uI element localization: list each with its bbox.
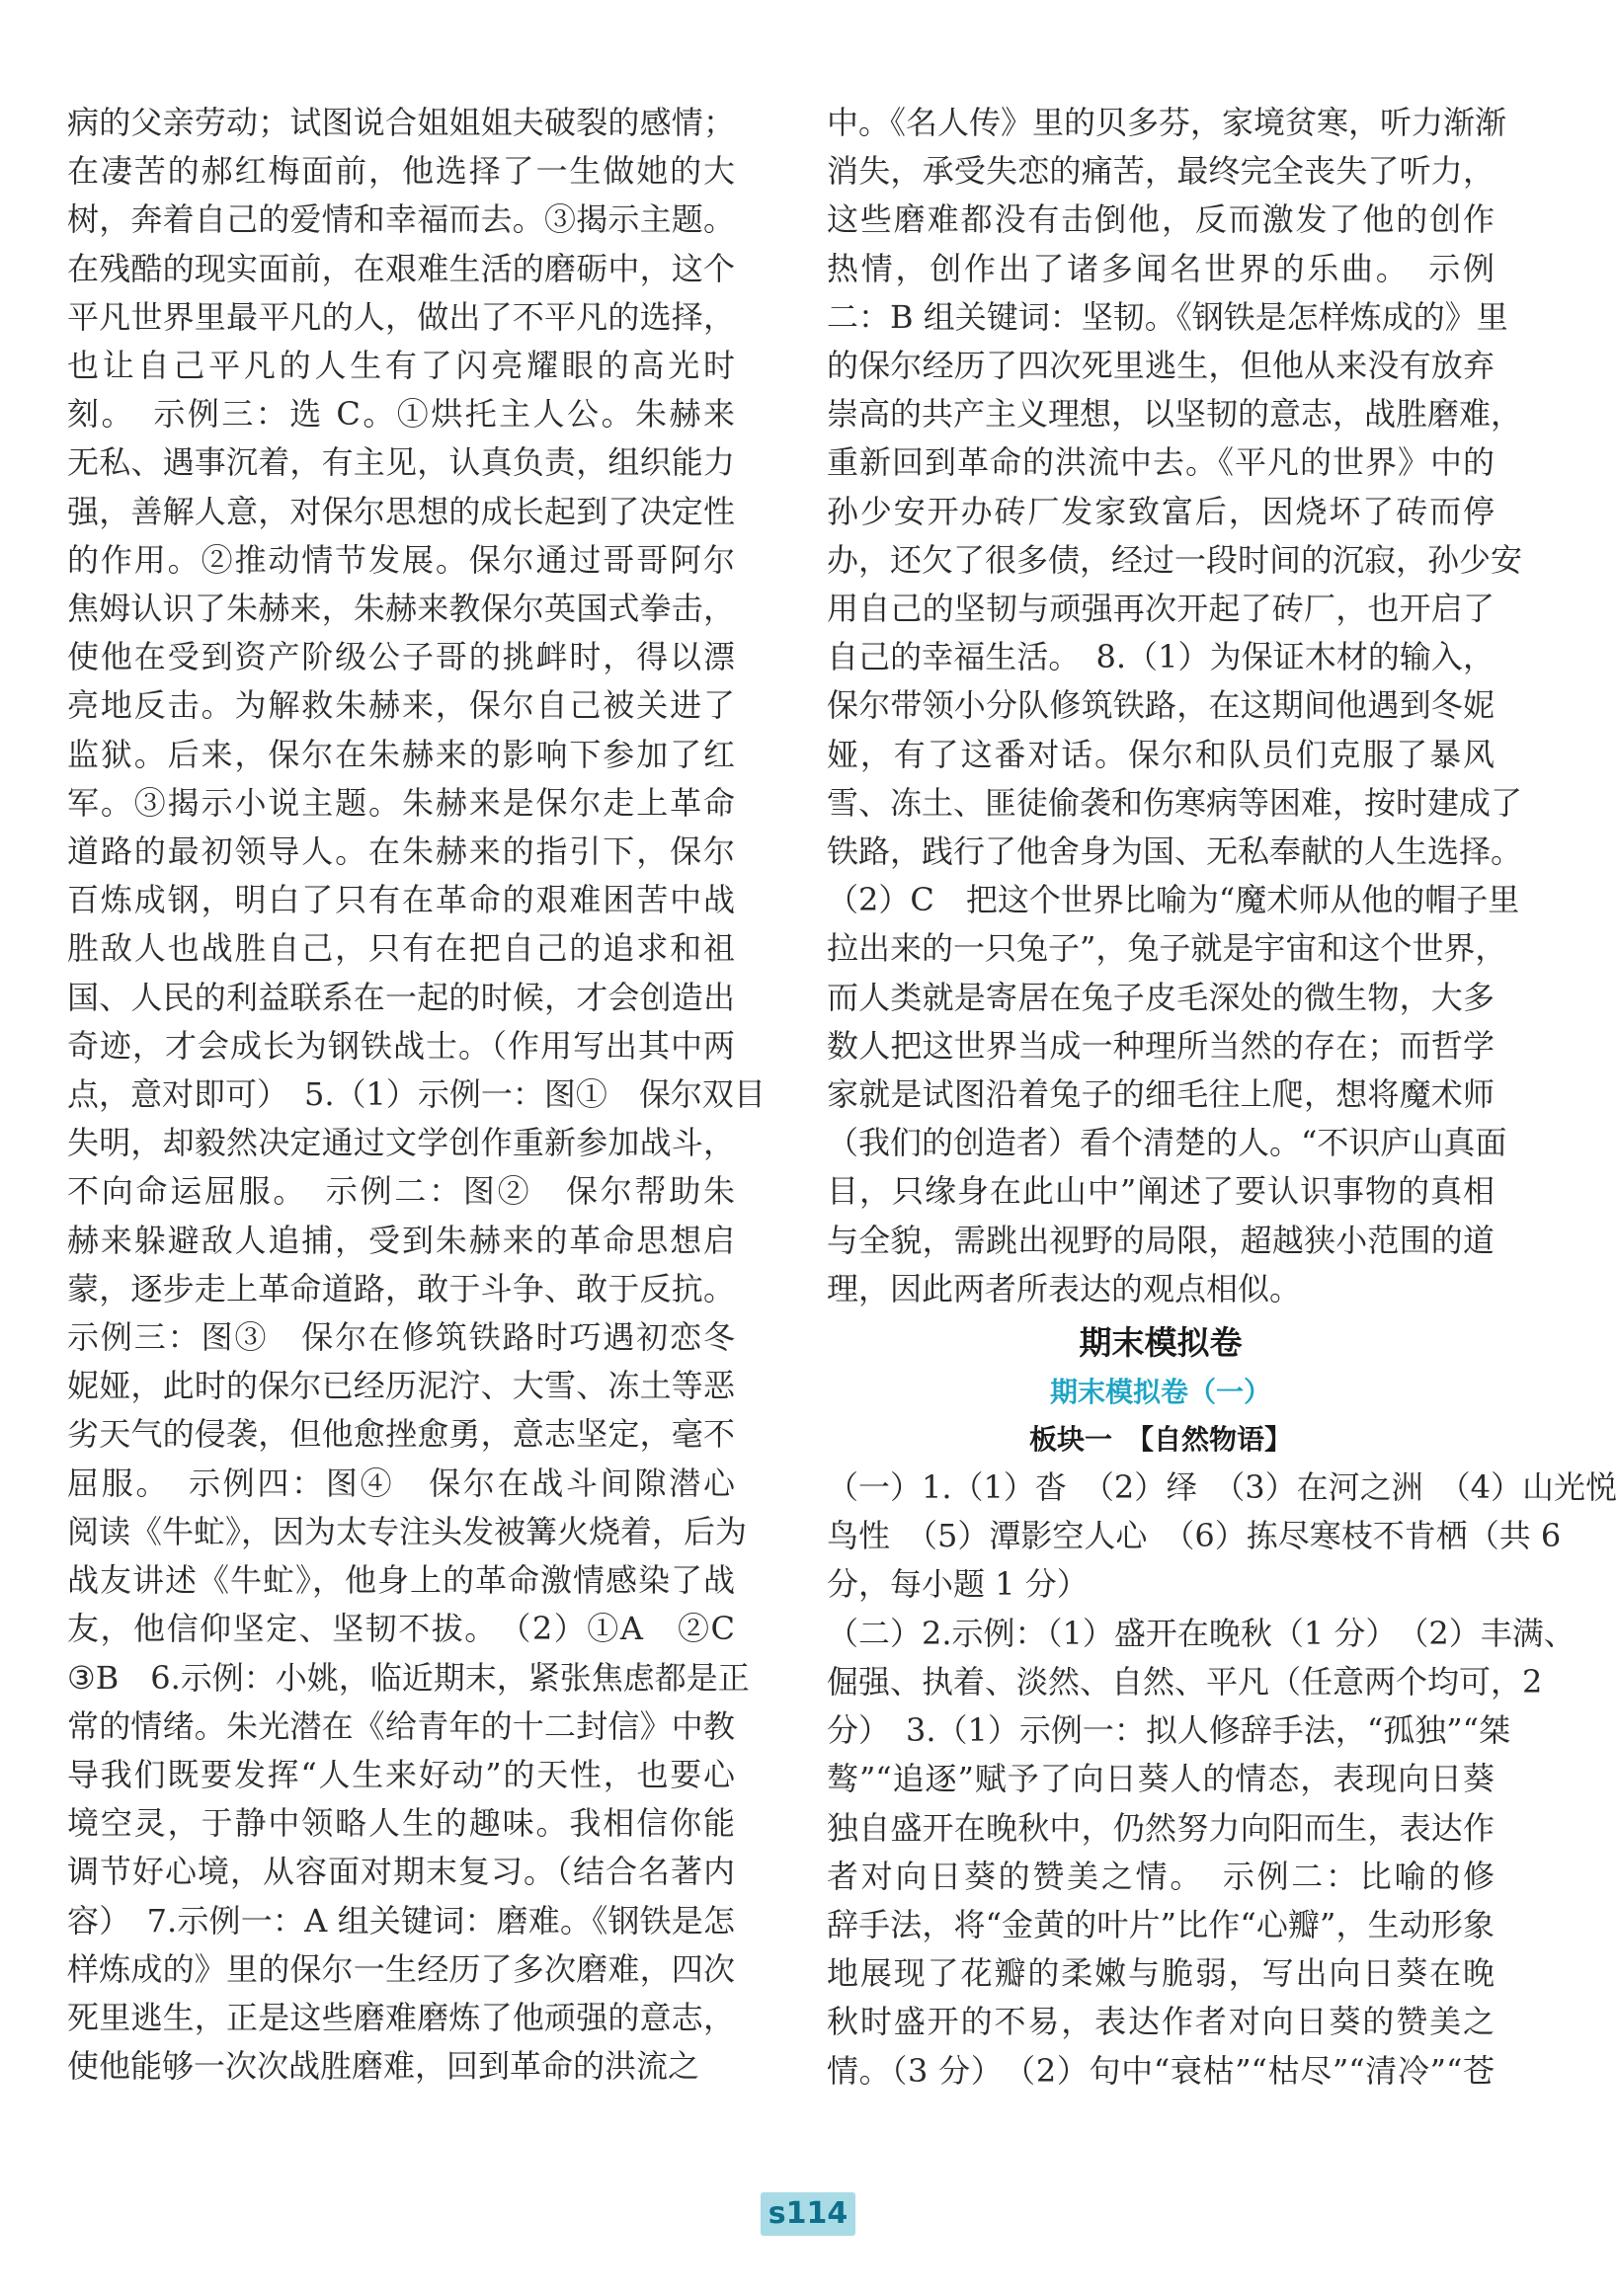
heading-section: 板块一 【自然物语】 <box>1028 1423 1292 1457</box>
text-line: 理，因此两者所表达的观点相似。 <box>827 1269 1302 1307</box>
text-line: 消失，承受失恋的痛苦，最终完全丧失了听力， <box>827 152 1495 191</box>
text-line: 雪、冻土、匪徒偷袭和伤寒病等困难，按时建成了 <box>827 783 1523 822</box>
text-line: 也让自己平凡的人生有了闪亮耀眼的高光时 <box>67 347 735 385</box>
text-line: 病的父亲劳动；试图说合姐姐姐夫破裂的感情； <box>67 104 735 141</box>
text-line: 骜”“追逐”赋予了向日葵人的情态，表现向日葵 <box>827 1760 1495 1798</box>
text-line: 目，只缘身在此山中”阐述了要认识事物的真相 <box>827 1172 1495 1211</box>
text-line: 崇高的共产主义理想，以坚韧的意志，战胜磨难， <box>827 395 1523 434</box>
text-line: 国、人民的利益联系在一起的时候，才会创造出 <box>67 978 735 1016</box>
text-line: 家就是试图沿着兔子的细毛往上爬，想将魔术师 <box>827 1075 1495 1114</box>
heading-sub: 期末模拟卷（一） <box>1049 1376 1271 1409</box>
text-line: 二：B 组关键词：坚韧。《钢铁是怎样炼成的》里 <box>827 297 1508 336</box>
text-line: 平凡世界里最平凡的人，做出了不平凡的选择， <box>67 297 735 336</box>
right-column <box>827 99 1617 2096</box>
text-line: 道路的最初领导人。在朱赫来的指引下，保尔 <box>67 832 735 871</box>
text-line: 孙少安开办砖厂发家致富后，因烧坏了砖而停 <box>827 492 1495 530</box>
text-line: 刻。 示例三：选 C。①烘托主人公。朱赫来 <box>67 395 735 434</box>
text-line: 自己的幸福生活。 8.（1）为保证木材的输入， <box>827 638 1495 676</box>
page-number: s114 <box>761 2192 855 2236</box>
text-line: 使他在受到资产阶级公子哥的挑衅时，得以漂 <box>67 638 735 676</box>
text-line: 容） 7.示例一：A 组关键词：磨难。《钢铁是怎 <box>67 1901 735 1940</box>
text-line: （2）C 把这个世界比喻为“魔术师从他的帽子里 <box>827 881 1520 919</box>
text-line: 的保尔经历了四次死里逃生，但他从来没有放弃 <box>827 347 1495 385</box>
text-line: 的作用。②推动情节发展。保尔通过哥哥阿尔 <box>67 540 735 579</box>
text-line: 胜敌人也战胜自己，只有在把自己的追求和祖 <box>67 929 735 968</box>
text-line: 调节好心境，从容面对期末复习。（结合名著内 <box>67 1853 735 1891</box>
text-line: 娅，有了这番对话。保尔和队员们克服了暴风 <box>827 735 1495 773</box>
text-line: 在凄苦的郝红梅面前，他选择了一生做她的大 <box>67 152 735 191</box>
text-line: 在残酷的现实面前，在艰难生活的磨砺中，这个 <box>67 249 735 287</box>
right-column-top-text <box>827 99 1523 1313</box>
text-line: 导我们既要发挥“人生来好动”的天性，也要心 <box>67 1755 735 1793</box>
text-line: 奇迹，才会成长为钢铁战士。（作用写出其中两 <box>67 1026 735 1065</box>
page-footer <box>0 2192 1616 2236</box>
text-line: 数人把这世界当成一种理所当然的存在；而哲学 <box>827 1026 1495 1065</box>
text-line: 而人类就是寄居在兔子皮毛深处的微生物，大多 <box>827 978 1495 1016</box>
text-line: 蒙，逐步走上革命道路，敢于斗争、敢于反抗。 <box>67 1269 735 1307</box>
text-line: 办，还欠了很多债，经过一段时间的沉寂，孙少安 <box>827 540 1523 579</box>
text-line: 强，善解人意，对保尔思想的成长起到了决定性 <box>67 492 735 530</box>
text-line: 中。《名人传》里的贝多芬，家境贫寒，听力渐渐 <box>827 104 1507 141</box>
text-line: 情。（3 分） （2）句中“衰枯”“枯尽”“清冷”“苍 <box>827 2051 1495 2090</box>
text-line: 战友讲述《牛虻》，他身上的革命激情感染了战 <box>67 1561 735 1600</box>
text-line: 军。③揭示小说主题。朱赫来是保尔走上革命 <box>67 783 735 822</box>
text-line: （二）2.示例：（1）盛开在晚秋（1 分） （2）丰满、 <box>827 1614 1576 1652</box>
text-line: ③B 6.示例：小姚，临近期末，紧张焦虑都是正 <box>67 1658 750 1697</box>
text-line: 鸟性 （5）潭影空人心 （6）拣尽寒枝不肯栖（共 6 <box>827 1517 1562 1555</box>
text-line: 友，他信仰坚定、坚韧不拔。 （2）①A ②C <box>67 1610 735 1648</box>
text-line: 拉出来的一只兔子”，兔子就是宇宙和这个世界， <box>827 929 1507 968</box>
text-line: 者对向日葵的赞美之情。 示例二：比喻的修 <box>827 1857 1495 1895</box>
text-line: 与全貌，需跳出视野的局限，超越狭小范围的道 <box>827 1221 1495 1259</box>
text-line: 这些磨难都没有击倒他，反而激发了他的创作 <box>827 200 1495 239</box>
text-line: 点，意对即可） 5.（1）示例一：图① 保尔双目 <box>67 1075 766 1114</box>
text-line: 辞手法，将“金黄的叶片”比作“心瓣”，生动形象 <box>827 1905 1495 1943</box>
text-line: （一）1.（1）沓 （2）绎 （3）在河之洲 （4）山光悦 <box>827 1468 1617 1507</box>
text-line: 分，每小题 1 分） <box>827 1565 1089 1604</box>
text-line: 示例三：图③ 保尔在修筑铁路时巧遇初恋冬 <box>67 1318 735 1357</box>
text-line: 用自己的坚韧与顽强再次开起了砖厂，也开启了 <box>827 590 1495 628</box>
text-line: 样炼成的》里的保尔一生经历了多次磨难，四次 <box>67 1949 735 1988</box>
text-line: 焦姆认识了朱赫来，朱赫来教保尔英国式拳击， <box>67 590 735 628</box>
text-line: 独自盛开在晚秋中，仍然努力向阳而生，表达作 <box>827 1808 1495 1847</box>
text-line: 屈服。 示例四：图④ 保尔在战斗间隙潜心 <box>67 1464 735 1502</box>
text-line: 妮娅，此时的保尔已经历泥泞、大雪、冻土等恶 <box>67 1367 735 1405</box>
right-column-bottom-text <box>827 1464 1617 2096</box>
text-line: 死里逃生，正是这些磨难磨炼了他顽强的意志， <box>67 1998 735 2036</box>
text-line: 倔强、执着、淡然、自然、平凡（任意两个均可，2 <box>827 1662 1543 1701</box>
text-line: 失明，却毅然决定通过文学创作重新参加战斗， <box>67 1124 735 1162</box>
text-line: 境空灵，于静中领略人生的趣味。我相信你能 <box>67 1804 735 1843</box>
text-line: 铁路，践行了他舍身为国、无私奉献的人生选择。 <box>827 832 1523 871</box>
text-line: 重新回到革命的洪流中去。《平凡的世界》中的 <box>827 443 1495 482</box>
text-line: 监狱。后来，保尔在朱赫来的影响下参加了红 <box>67 735 735 773</box>
text-line: 分） 3.（1）示例一：拟人修辞手法，“孤独”“桀 <box>827 1711 1510 1750</box>
text-line: 保尔带领小分队修筑铁路，在这期间他遇到冬妮 <box>827 686 1495 725</box>
text-line: 树，奔着自己的爱情和幸福而去。③揭示主题。 <box>67 200 735 239</box>
text-line: 亮地反击。为解救朱赫来，保尔自己被关进了 <box>67 686 735 725</box>
text-line: 阅读《牛虻》，因为太专注头发被篝火烧着，后为 <box>67 1512 748 1550</box>
text-line: 赫来躲避敌人追捕，受到朱赫来的革命思想启 <box>67 1221 735 1259</box>
text-line: 不向命运屈服。 示例二：图② 保尔帮助朱 <box>67 1172 735 1211</box>
text-line: （我们的创造者）看个清楚的人。“不识庐山真面 <box>827 1124 1507 1162</box>
text-line: 地展现了花瓣的柔嫩与脆弱，写出向日葵在晚 <box>827 1954 1495 1993</box>
text-line: 使他能够一次次战胜磨难，回到革命的洪流之 <box>67 2047 700 2086</box>
text-line: 秋时盛开的不易，表达作者对向日葵的赞美之 <box>827 2003 1495 2041</box>
text-line: 无私、遇事沉着，有主见，认真负责，组织能力 <box>67 443 735 482</box>
text-line: 劣天气的侵袭，但他愈挫愈勇，意志坚定，毫不 <box>67 1415 735 1454</box>
text-line: 常的情绪。朱光潜在《给青年的十二封信》中教 <box>67 1706 735 1745</box>
heading-main: 期末模拟卷 <box>1079 1323 1243 1363</box>
text-line: 热情，创作出了诸多闻名世界的乐曲。 示例 <box>827 249 1495 287</box>
left-column <box>67 99 766 2091</box>
text-line: 百炼成钢，明白了只有在革命的艰难困苦中战 <box>67 881 735 919</box>
